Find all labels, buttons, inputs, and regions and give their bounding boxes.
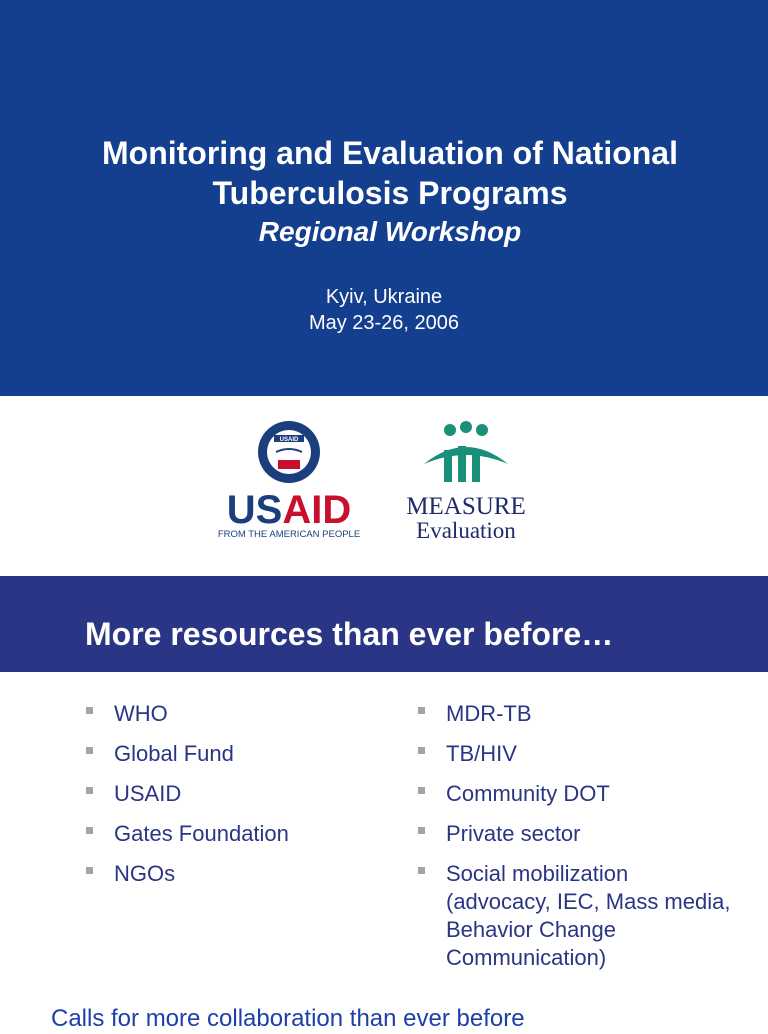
square-bullet-icon — [86, 827, 93, 834]
square-bullet-icon — [418, 827, 425, 834]
list-item-label: Social mobilization (advocacy, IEC, Mass media, Behavior Change Communication) — [446, 861, 731, 970]
list-item — [418, 740, 738, 768]
event-dates: May 23-26, 2006 — [308, 312, 460, 334]
list-item-label: USAID — [114, 781, 182, 806]
list-item-label: TB/HIV — [446, 741, 517, 766]
list-item — [86, 780, 376, 808]
square-bullet-icon — [418, 747, 425, 754]
square-bullet-icon — [86, 747, 93, 754]
usaid-wordmark: USAID — [226, 488, 352, 532]
list-item — [86, 740, 376, 768]
evaluation-wordmark: Evaluation — [416, 518, 516, 543]
content-header: More resources than ever before… — [85, 616, 614, 652]
square-bullet-icon — [86, 867, 93, 874]
square-bullet-icon — [86, 787, 93, 794]
usaid-seal-stripes — [278, 460, 300, 469]
slide-subtitle: Regional Workshop — [258, 216, 522, 247]
list-item — [86, 860, 376, 888]
list-item — [86, 820, 376, 848]
resources-list-right — [418, 700, 738, 984]
list-item-label: Community DOT — [446, 781, 610, 806]
usaid-logo — [216, 418, 362, 540]
list-item — [418, 820, 738, 848]
resources-list-left — [86, 700, 376, 900]
list-item-label: NGOs — [114, 861, 176, 886]
list-item-label: MDR-TB — [446, 701, 532, 726]
square-bullet-icon — [86, 707, 93, 714]
closing-statement: Calls for more collaboration than ever before — [51, 1005, 525, 1032]
list-item-label: Private sector — [446, 821, 581, 846]
slide-title: Monitoring and Evaluation of National Tuberculosis Programs — [102, 135, 678, 211]
measure-wordmark: MEASURE — [406, 493, 526, 520]
title-band — [0, 0, 768, 396]
logo-strip — [0, 396, 768, 576]
list-item — [86, 700, 376, 728]
content-header-band — [0, 576, 768, 672]
usaid-seal-text: USAID — [279, 437, 299, 443]
square-bullet-icon — [418, 707, 425, 714]
list-item — [418, 700, 738, 728]
measure-evaluation-logo — [402, 420, 530, 544]
square-bullet-icon — [418, 867, 425, 874]
list-item-label: Gates Foundation — [114, 821, 289, 846]
square-bullet-icon — [418, 787, 425, 794]
people-icon — [424, 421, 508, 482]
event-location: Kyiv, Ukraine — [325, 286, 443, 308]
list-item — [418, 780, 738, 808]
list-item-label: Global Fund — [114, 741, 234, 766]
list-item-label: WHO — [114, 701, 168, 726]
usaid-tagline: FROM THE AMERICAN PEOPLE — [217, 529, 361, 540]
list-item — [418, 860, 738, 972]
